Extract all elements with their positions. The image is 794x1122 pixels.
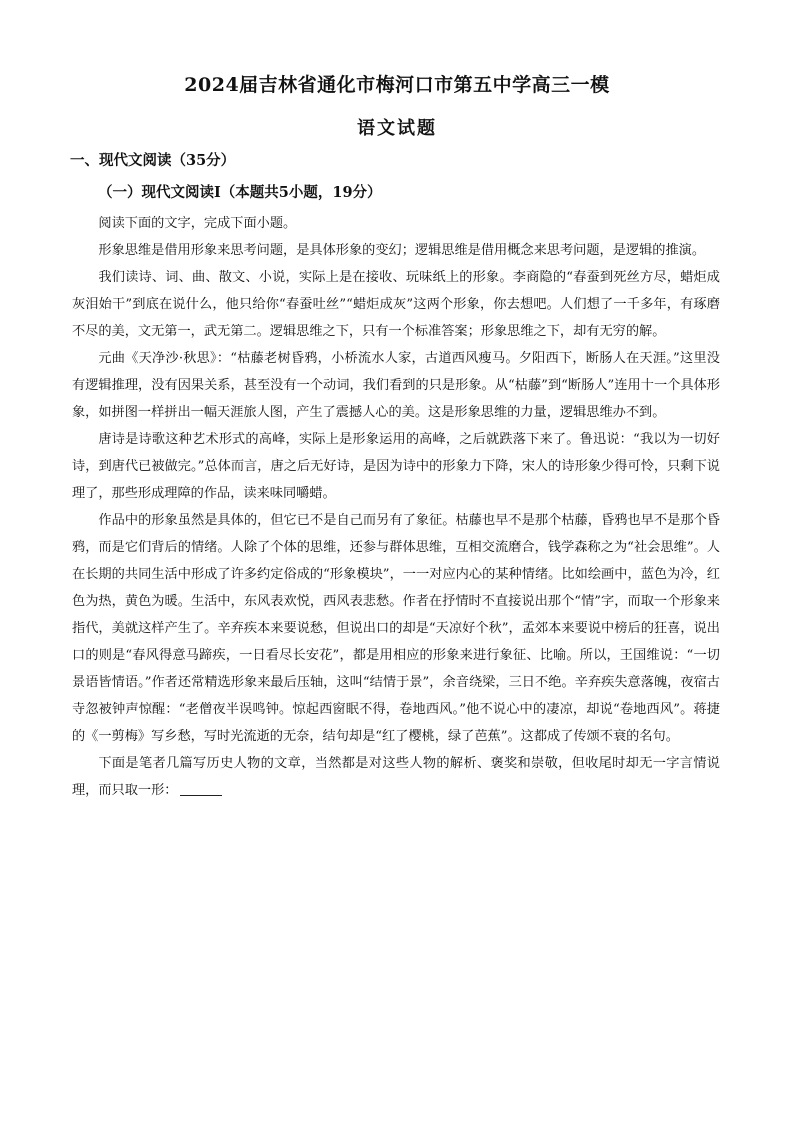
instruction-text: 阅读下面的文字，完成下面小题。 (98, 216, 297, 231)
subsection-heading: （一）现代文阅读Ⅰ（本题共5小题，19分） (98, 184, 382, 201)
paragraph-with-blank (72, 750, 720, 804)
paragraph: 我们读诗、词、曲、散文、小说，实际上是在接收、玩味纸上的形象。李商隐的“春蚕到死丝方尽，蜡炬成灰泪始干”到底在说什么，他只给你“春蚕吐丝”“蜡炬成灰”这两个形象，你去想吧。人们想了一千多年，有琢磨不尽的美，文无第一，武无第二。逻辑思维之下，只有一个标准答案；形象思维之下，却有无穷的解。 (72, 270, 720, 339)
section-heading: 一、现代文阅读（35分） (70, 152, 236, 169)
exam-title: 2024届吉林省通化市梅河口市第五中学高三一模 (184, 74, 610, 96)
answer-blank[interactable] (180, 781, 222, 796)
paragraph: 作品中的形象虽然是具体的，但它已不是自己而另有了象征。枯藤也早不是那个枯藤，昏鸦也早不是那个昏鸦，而是它们背后的情绪。人除了个体的思维，还参与群体思维，互相交流磨合，钱学森称之为“社会思维”。人在长期的共同生活中形成了许多约定俗成的“形象模块”，一一对应内心的某种情绪。比如绘画中，蓝色为冷，红色为热，黄色为暖。生活中，东风表欢悦，西风表悲愁。作者在抒情时不直接说出那个“情”字，而取一个形象来指代，美就这样产生了。辛弃疾本来要说愁，但说出口的却是“天凉好个秋”，孟郊本来要说中榜后的狂喜，说出口的则是“春风得意马蹄疾，一日看尽长安花”，都是用相应的形象来进行象征、比喻。所以，王国维说：“一切景语皆情语。”作者还常精选形象来最后压轴，这叫“结情于景”，余音绕梁，三日不绝。辛弃疾失意落魄，夜宿古寺忽被钟声惊醒：“老僧夜半误鸣钟。惊起西窗眠不得，卷地西风。”他不说心中的凄凉，却说“卷地西风”。蒋捷的《一剪梅》写乡愁，写时光流逝的无奈，结句却是“红了樱桃，绿了芭蕉”。这都成了传颂不衰的名句。 (72, 513, 720, 744)
paragraph: 唐诗是诗歌这种艺术形式的高峰，实际上是形象运用的高峰，之后就跌落下来了。鲁迅说：“我以为一切好诗，到唐代已被做完。”总体而言，唐之后无好诗，是因为诗中的形象力下降，宋人的诗形象少得可怜，只剩下说理了，那些形成理障的作品，读来味同嚼蜡。 (72, 432, 720, 501)
paragraph: 元曲《天净沙·秋思》：“枯藤老树昏鸦，小桥流水人家，古道西风瘦马。夕阳西下，断肠人在天涯。”这里没有逻辑推理，没有因果关系，甚至没有一个动词，我们看到的只是形象。从“枯藤”到“断肠人”连用十一个具体形象，如拼图一样拼出一幅天涯旅人图，产生了震撼人心的美。这是形象思维的力量，逻辑思维办不到。 (72, 351, 720, 420)
reading-passage (72, 210, 720, 804)
paragraph: 形象思维是借用形象来思考问题，是具体形象的变幻；逻辑思维是借用概念来思考问题，是逻辑的推演。 (98, 243, 706, 258)
paragraph-text: 下面是笔者几篇写历史人物的文章，当然都是对这些人物的解析、褒奖和崇敬，但收尾时却无一字言情说理，而只取一形： (72, 756, 720, 798)
exam-subtitle: 语文试题 (357, 118, 437, 139)
